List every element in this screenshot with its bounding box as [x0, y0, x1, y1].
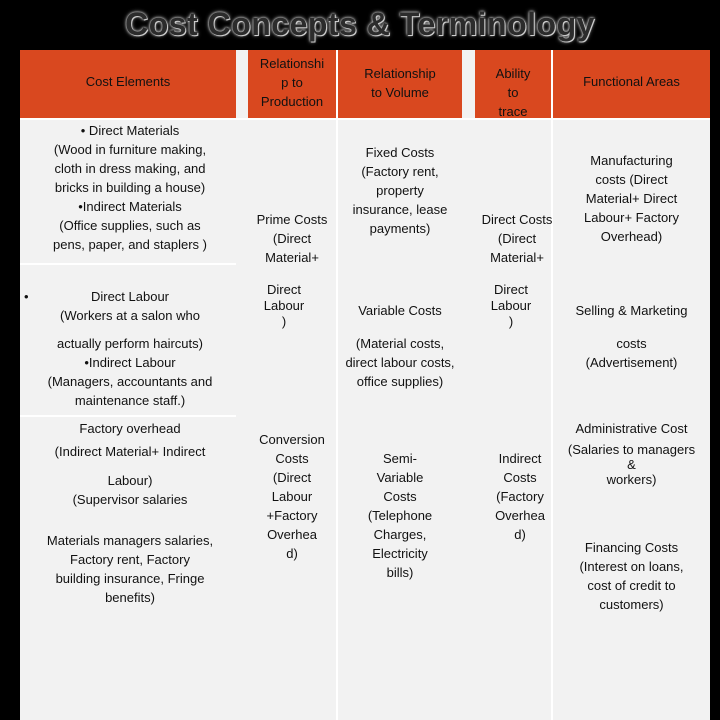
supervisor-salaries: Labour) (Supervisor salaries — [72, 473, 188, 507]
header-relationship-volume: Relationship to Volume — [364, 66, 436, 100]
header-relationship-production: Relationshi p to Production — [259, 56, 325, 109]
header-cost-elements: Cost Elements — [85, 74, 171, 89]
indirect-labour: actually perform haircuts) •Indirect Labour (Managers, accountants and maintenance staff.) — [47, 336, 213, 408]
indirect-costs: Indirect Costs (Factory Overhea d) — [495, 451, 545, 542]
factory-overhead-desc: (Indirect Material+ Indirect — [54, 444, 206, 459]
column-gap — [236, 50, 248, 720]
header-ability-trace: Ability to trace — [495, 66, 531, 119]
administrative-cost-desc: (Salaries to managers & workers) — [567, 442, 696, 487]
variable-costs-desc: (Material costs, direct labour costs, office supplies) — [345, 336, 455, 389]
row-divider — [20, 263, 236, 265]
prime-costs: Prime Costs (Direct Material+ — [256, 212, 328, 265]
trace-direct-labour: Direct Labour ) — [490, 282, 532, 329]
conversion-costs: Conversion Costs (Direct Labour +Factory Overhea d) — [259, 432, 325, 561]
page-title: Cost Concepts & Terminology — [125, 6, 595, 42]
fixed-costs: Fixed Costs (Factory rent, property insurance, lease payments) — [352, 145, 448, 236]
row-divider — [20, 415, 236, 417]
financing-costs: Financing Costs (Interest on loans, cost of credit to customers) — [579, 540, 684, 612]
selling-marketing: Selling & Marketing — [575, 303, 688, 318]
row-divider — [20, 118, 710, 120]
semi-variable-costs: Semi- Variable Costs (Telephone Charges, Electricity bills) — [367, 451, 433, 580]
factory-overhead-title: Factory overhead — [79, 421, 181, 436]
cost-table — [20, 50, 710, 720]
header-functional-areas: Functional Areas — [583, 74, 680, 89]
production-direct-labour: Direct Labour ) — [263, 282, 305, 329]
bullet: • — [24, 289, 29, 304]
direct-costs: Direct Costs (Direct Material+ — [481, 212, 553, 265]
materials-managers: Materials managers salaries, Factory rent, Factory building insurance, Fringe benefits) — [46, 533, 214, 605]
manufacturing-costs: Manufacturing costs (Direct Material+ Direct Labour+ Factory Overhead) — [583, 153, 680, 244]
selling-marketing-desc: costs (Advertisement) — [585, 336, 678, 370]
variable-costs: Variable Costs — [358, 303, 442, 318]
administrative-cost: Administrative Cost — [575, 421, 688, 436]
direct-labour: Direct Labour (Workers at a salon who — [60, 289, 200, 323]
direct-indirect-materials: • Direct Materials (Wood in furniture making, cloth in dress making, and bricks in building a house) •Indirect Materials (Office supplies, such as pens, paper, and staplers ) — [53, 123, 207, 252]
